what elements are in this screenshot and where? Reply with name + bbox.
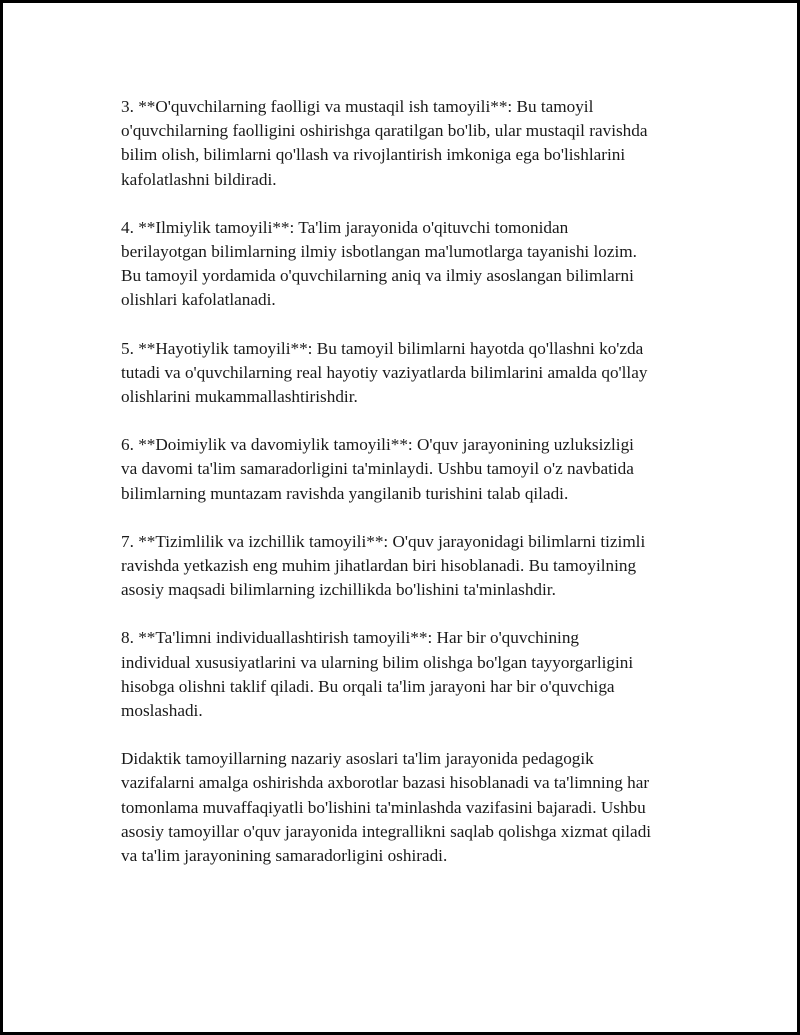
- paragraph-principle-6: 6. **Doimiylik va davomiylik tamoyili**: O'quv jarayonining uzluksizligi va davomi ta'lim samaradorligini ta'minlaydi. Ushbu tamoyil o'z navbatida bilimlarning muntazam ravishda yangilanib turishini talab qiladi.: [121, 435, 634, 503]
- paragraph-principle-8: 8. **Ta'limni individuallashtirish tamoyili**: Har bir o'quvchining individual xususiyatlarini va ularning bilim olishga bo'lgan tayyorgarligini hisobga olishni taklif qiladi. Bu orqali ta'lim jarayoni har bir o'quvchiga moslashadi.: [121, 628, 634, 721]
- document-body: [121, 95, 691, 892]
- paragraph-conclusion: Didaktik tamoyillarning nazariy asoslari ta'lim jarayonida pedagogik vazifalarni amalga oshirishda axborotlar bazasi hisoblanadi va ta'limning har tomonlama muvaffaqiyatli bo'lishini ta'minlashda vazifasini bajaradi. Ushbu asosiy tamoyillar o'quv jarayonida integrallikni saqlab qolishga xizmat qiladi va ta'lim jarayonining samaradorligini oshiradi.: [121, 749, 652, 866]
- paragraph-principle-7: 7. **Tizimlilik va izchillik tamoyili**: O'quv jarayonidagi bilimlarni tizimli ravishda yetkazish eng muhim jihatlardan biri hisoblanadi. Bu tamoyilning asosiy maqsadi bilimlarning izchillikda bo'lishini ta'minlashdir.: [121, 531, 646, 600]
- paragraph-principle-4: 4. **Ilmiylik tamoyili**: Ta'lim jarayonida o'qituvchi tomonidan berilayotgan bilimlarning ilmiy isbotlangan ma'lumotlarga tayanishi lozim. Bu tamoyil yordamida o'quvchilarning aniq va ilmiy asoslangan bilimlarni olishlari kafolatlanadi.: [121, 217, 637, 310]
- paragraph-principle-5: 5. **Hayotiylik tamoyili**: Bu tamoyil bilimlarni hayotda qo'llashni ko'zda tutadi va o'quvchilarning real hayotiy vaziyatlarda bilimlarini amalda qo'llay olishlarini mukammallashtirishdir.: [121, 338, 648, 407]
- paragraph-principle-3: 3. **O'quvchilarning faolligi va mustaqil ish tamoyili**: Bu tamoyil o'quvchilarning faolligini oshirishga qaratilgan bo'lib, ular mustaqil ravishda bilim olish, bilimlarni qo'llash va rivojlantirish imkoniga ega bo'lishlarini kafolatlashni bildiradi.: [121, 97, 648, 189]
